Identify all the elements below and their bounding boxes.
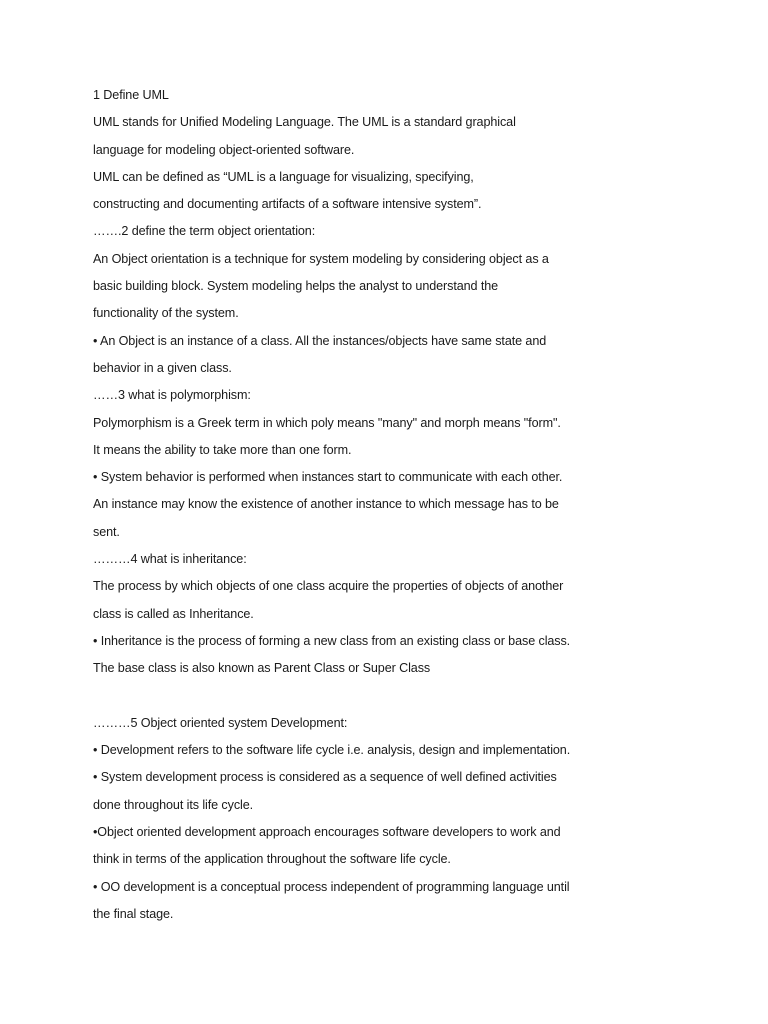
bullet-line: • An Object is an instance of a class. All the instances/objects have same state and	[93, 333, 547, 348]
heading-object-orientation: …….2 define the term object orientation:	[93, 224, 316, 239]
paragraph-line: An Object orientation is a technique for system modeling by considering object as a	[93, 251, 549, 266]
bullet-line: • OO development is a conceptual process independent of programming language until	[93, 879, 570, 894]
bullet-line: • Development refers to the software life cycle i.e. analysis, design and implementation.	[93, 743, 571, 758]
paragraph-line: constructing and documenting artifacts of a software intensive system”.	[93, 197, 482, 212]
paragraph-line: The process by which objects of one class acquire the properties of objects of another	[93, 579, 564, 594]
paragraph-line: functionality of the system.	[93, 306, 239, 321]
bullet-line: • Inheritance is the process of forming a new class from an existing class or base class.	[93, 633, 571, 648]
paragraph-line: language for modeling object-oriented software.	[93, 142, 355, 157]
paragraph-line: behavior in a given class.	[93, 360, 232, 375]
bullet-line: • System behavior is performed when instances start to communicate with each other.	[93, 470, 563, 485]
paragraph-line: UML stands for Unified Modeling Language. The UML is a standard graphical	[93, 115, 516, 130]
paragraph-line: done throughout its life cycle.	[93, 797, 254, 812]
document-body	[93, 82, 633, 928]
bullet-line: • System development process is considered as a sequence of well defined activities	[93, 770, 557, 785]
bullet-line: •Object oriented development approach encourages software developers to work and	[93, 825, 561, 840]
paragraph-line: The base class is also known as Parent Class or Super Class	[93, 661, 431, 676]
paragraph-line: Polymorphism is a Greek term in which poly means "many" and morph means "form".	[93, 415, 561, 430]
paragraph-line: An instance may know the existence of another instance to which message has to be	[93, 497, 559, 512]
paragraph-line: UML can be defined as “UML is a language for visualizing, specifying,	[93, 169, 474, 184]
paragraph-line: sent.	[93, 524, 120, 539]
blank-line	[93, 683, 633, 710]
heading-define-uml: 1 Define UML	[93, 88, 169, 102]
paragraph-line: basic building block. System modeling helps the analyst to understand the	[93, 279, 499, 294]
paragraph-line: It means the ability to take more than one form.	[93, 442, 352, 457]
paragraph-line: the final stage.	[93, 906, 174, 921]
heading-oo-system-development: ………5 Object oriented system Development:	[93, 715, 348, 730]
heading-inheritance: ………4 what is inheritance:	[93, 552, 247, 567]
heading-polymorphism: ……3 what is polymorphism:	[93, 388, 251, 403]
paragraph-line: class is called as Inheritance.	[93, 606, 254, 621]
paragraph-line: think in terms of the application throughout the software life cycle.	[93, 852, 451, 867]
